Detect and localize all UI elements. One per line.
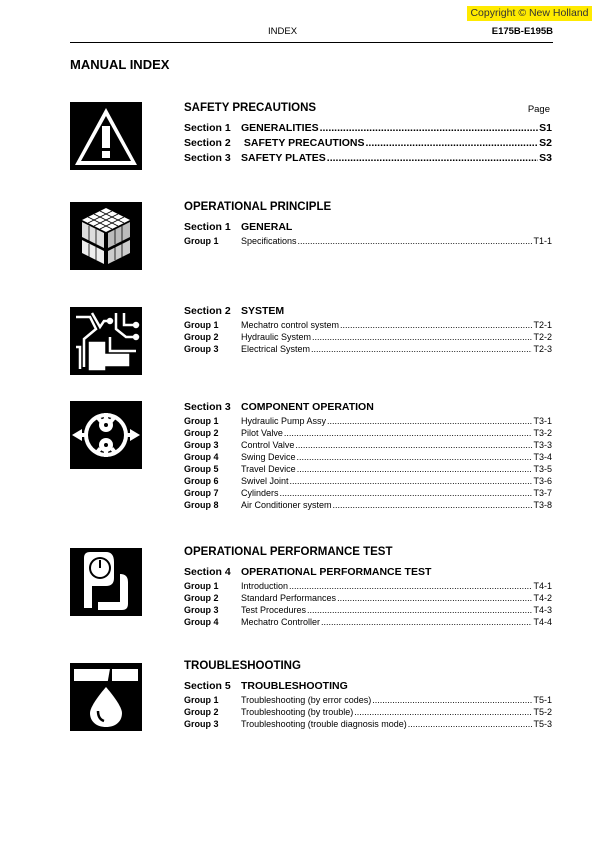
- toc-entry[interactable]: Group 6 Swivel Joint ..... T3-6: [184, 475, 552, 487]
- cube-stack-icon: [70, 202, 142, 270]
- operational-principle-block: [184, 199, 552, 247]
- copyright-badge: Copyright © New Holland: [467, 6, 592, 21]
- oil-drop-icon: [70, 663, 142, 731]
- component-block: [184, 400, 552, 511]
- gear-pump-icon: [70, 401, 142, 469]
- toc-entry[interactable]: Group 3 Troubleshooting (trouble diagnosis mode) ..... T5-3: [184, 718, 552, 730]
- toc-entry[interactable]: Group 1 Specifications ..... T1-1: [184, 235, 552, 247]
- header-rule: [70, 42, 553, 43]
- section-heading[interactable]: Section 3 COMPONENT OPERATION: [184, 401, 374, 413]
- troubleshooting-heading: TROUBLESHOOTING: [184, 660, 301, 672]
- header-model: E175B-E195B: [491, 26, 553, 37]
- system-block: [184, 304, 552, 355]
- page-title: MANUAL INDEX: [70, 57, 170, 72]
- performance-heading: OPERATIONAL PERFORMANCE TEST: [184, 546, 393, 558]
- toc-entry[interactable]: Group 1 Mechatro control system ..... T2-1: [184, 319, 552, 331]
- circuit-icon: [70, 307, 142, 375]
- toc-entry[interactable]: Group 2 Hydraulic System ..... T2-2: [184, 331, 552, 343]
- troubleshooting-block: [184, 658, 552, 730]
- section-heading[interactable]: Section 2 SYSTEM: [184, 305, 285, 317]
- page-column-label: Page: [527, 104, 550, 115]
- toc-entry[interactable]: Group 3 Electrical System ..... T2-3: [184, 343, 552, 355]
- warning-triangle-icon: [70, 102, 142, 170]
- toc-entry[interactable]: Group 7 Cylinders ..... T3-7: [184, 487, 552, 499]
- gauge-icon: [70, 548, 142, 616]
- section-heading[interactable]: Section 4 OPERATIONAL PERFORMANCE TEST: [184, 566, 432, 578]
- safety-heading: SAFETY PRECAUTIONS Page: [184, 100, 552, 116]
- toc-entry[interactable]: Section 2 SAFETY PRECAUTIONS ..... S2: [184, 136, 552, 151]
- toc-entry[interactable]: Section 3 SAFETY PLATES ..... S3: [184, 151, 552, 166]
- toc-entry[interactable]: Group 3 Test Procedures ..... T4-3: [184, 604, 552, 616]
- toc-entry[interactable]: Group 1 Troubleshooting (by error codes) ..... T5-1: [184, 694, 552, 706]
- toc-entry[interactable]: Group 5 Travel Device ..... T3-5: [184, 463, 552, 475]
- section-heading[interactable]: Section 1 GENERAL: [184, 221, 293, 233]
- toc-entry[interactable]: Group 3 Control Valve ..... T3-3: [184, 439, 552, 451]
- section-heading[interactable]: Section 5 TROUBLESHOOTING: [184, 680, 348, 692]
- toc-entry[interactable]: Group 4 Mechatro Controller ..... T4-4: [184, 616, 552, 628]
- toc-entry[interactable]: Group 1 Hydraulic Pump Assy ..... T3-1: [184, 415, 552, 427]
- toc-entry[interactable]: Group 2 Standard Performances ..... T4-2: [184, 592, 552, 604]
- toc-entry[interactable]: Group 2 Troubleshooting (by trouble) ..... T5-2: [184, 706, 552, 718]
- toc-entry[interactable]: Group 2 Pilot Valve ..... T3-2: [184, 427, 552, 439]
- safety-block: [184, 100, 552, 166]
- header-index-label: INDEX: [268, 26, 298, 37]
- toc-entry[interactable]: Group 1 Introduction ..... T4-1: [184, 580, 552, 592]
- toc-entry[interactable]: Group 8 Air Conditioner system ..... T3-8: [184, 499, 552, 511]
- performance-block: [184, 544, 552, 628]
- toc-entry[interactable]: Section 1 GENERALITIES ..... S1: [184, 121, 552, 136]
- toc-entry[interactable]: Group 4 Swing Device ..... T3-4: [184, 451, 552, 463]
- operational-heading: OPERATIONAL PRINCIPLE: [184, 201, 332, 213]
